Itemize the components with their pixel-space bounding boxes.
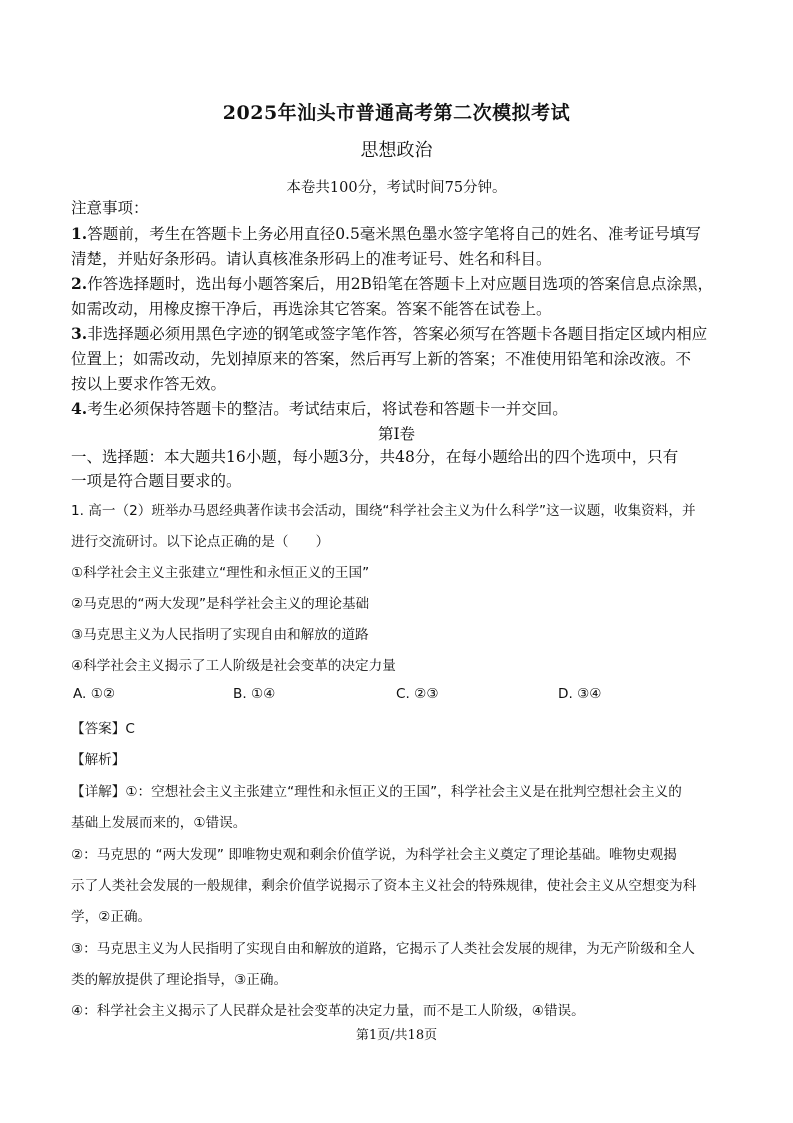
statement-1: ①科学社会主义主张建立“理性和永恒正义的王国” — [71, 565, 370, 581]
detail-line: 类的解放提供了理论指导，③正确。 — [71, 972, 288, 988]
section-title: 第Ⅰ卷 — [377, 425, 416, 443]
detail-line: 示了人类社会发展的一般规律，剩余价值学说揭示了资本主义社会的特殊规律，使社会主义从空想变为科 — [71, 878, 697, 894]
detail-line: 基础上发展而来的，①错误。 — [71, 815, 247, 831]
notice-line: 清楚，并贴好条形码。请认真核准条形码上的准考证号、姓名和科目。 — [71, 250, 552, 268]
notice-line: 按以上要求作答无效。 — [71, 375, 227, 393]
notice-line: 4.考生必须保持答题卡的整洁。考试结束后，将试卷和答题卡一并交回。 — [71, 399, 568, 418]
notice-line: 1.答题前，考生在答题卡上务必用直径0.5毫米黑色墨水签字笔将自己的姓名、准考证号填写 — [71, 224, 701, 243]
detail-line: ③：马克思主义为人民指明了实现自由和解放的道路，它揭示了人类社会发展的规律，为无产阶级和全人 — [71, 941, 695, 957]
exam-title: 2025年汕头市普通高考第二次模拟考试 — [222, 102, 571, 124]
subject-title: 思想政治 — [360, 140, 433, 161]
statement-4: ④科学社会主义揭示了工人阶级是社会变革的决定力量 — [71, 658, 396, 674]
detail-line: 学，②正确。 — [71, 909, 152, 925]
notice-line: 位置上；如需改动，先划掉原来的答案，然后再写上新的答案；不准使用铅笔和涂改液。不 — [71, 350, 692, 368]
analysis-label: 【解析】 — [71, 752, 126, 768]
question-stem-line: 进行交流研讨。以下论点正确的是（ ） — [71, 534, 330, 550]
answer-line: 【答案】C — [71, 721, 135, 737]
notice-line: 2.作答选择题时，选出每小题答案后，用2B铅笔在答题卡上对应题目选项的答案信息点涂黑， — [71, 274, 713, 293]
question-stem-line: 1. 高一（2）班举办马恩经典著作读书会活动，围绕“科学社会主义为什么科学”这一议题，收集资料，并 — [71, 503, 696, 519]
detail-line: 【详解】①：空想社会主义主张建立“理性和永恒正义的王国”，科学社会主义是在批判空想社会主义的 — [71, 784, 682, 800]
section-intro — [71, 445, 678, 493]
notice-line: 3.非选择题必须用黑色字迹的钢笔或签字笔作答，答案必须写在答题卡各题目指定区域内相应 — [71, 324, 708, 343]
section-intro-line: 一项是符合题目要求的。 — [71, 472, 242, 490]
detail-line: ④：科学社会主义揭示了人民群众是社会变革的决定力量，而不是工人阶级，④错误。 — [71, 1003, 585, 1019]
options-row — [71, 686, 741, 706]
option-d: D. ③④ — [558, 686, 602, 702]
notice-line: 如需改动，用橡皮擦干净后，再选涂其它答案。答案不能答在试卷上。 — [71, 300, 552, 318]
option-b: B. ①④ — [233, 686, 276, 702]
page-number: 第1页/共18页 — [355, 1028, 438, 1043]
section-intro-line: 一、选择题：本大题共16小题，每小题3分，共48分，在每小题给出的四个选项中，只有 — [71, 448, 679, 466]
statement-3: ③马克思主义为人民指明了实现自由和解放的道路 — [71, 627, 369, 643]
option-a: A. ①② — [73, 686, 116, 702]
exam-meta: 本卷共100分，考试时间75分钟。 — [286, 180, 507, 196]
notice-block — [71, 196, 731, 421]
detail-line: ②：马克思的 “两大发现” 即唯物史观和剩余价值学说，为科学社会主义奠定了理论基础。唯物史观揭 — [71, 847, 677, 863]
statement-2: ②马克思的“两大发现”是科学社会主义的理论基础 — [71, 596, 370, 612]
option-c: C. ②③ — [396, 686, 439, 702]
notice-heading: 注意事项： — [71, 199, 149, 217]
